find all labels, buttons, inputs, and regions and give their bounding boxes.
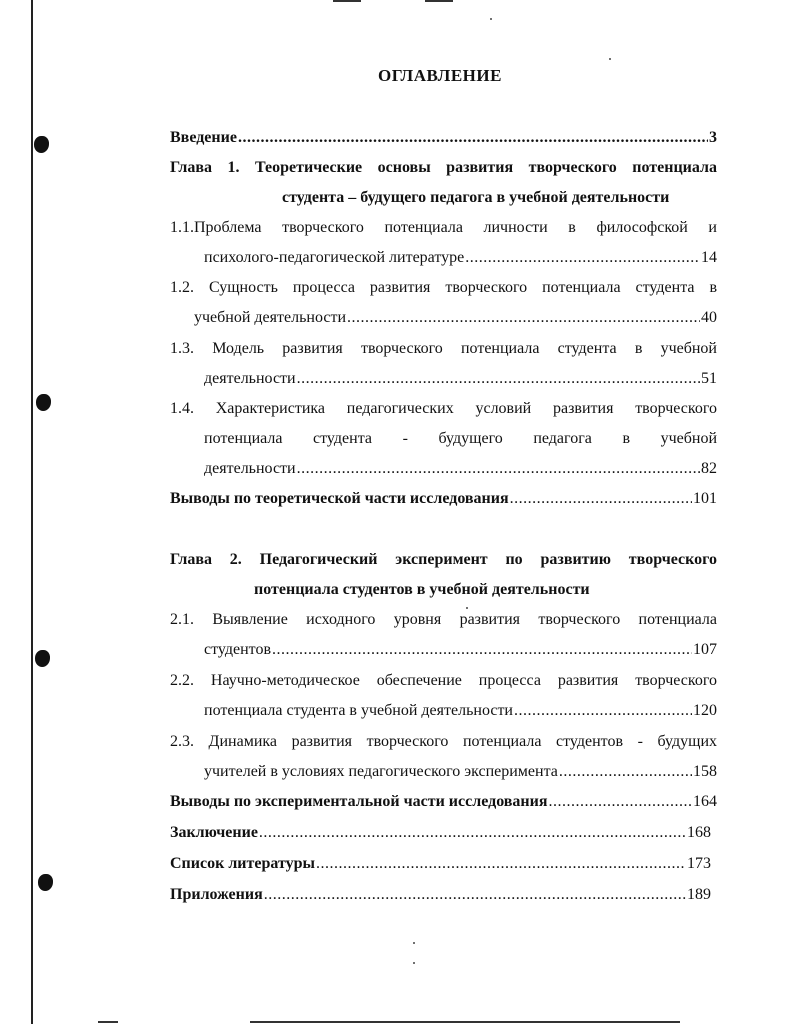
toc-leader-dots [514, 700, 692, 722]
toc-leader-dots [465, 247, 700, 269]
scan-mark [98, 1021, 118, 1023]
toc-leader-dots [259, 822, 686, 844]
toc-entry-label: учителей в условиях педагогического эксперимента [204, 763, 558, 780]
toc-entry-appendices [170, 884, 711, 906]
toc-leader-dots [238, 127, 708, 149]
toc-page-number: 14 [701, 249, 717, 266]
scan-speck [413, 942, 415, 944]
toc-entry-label: Заключение [170, 824, 258, 841]
scan-mark [333, 0, 361, 2]
toc-section-1-2-cont [194, 307, 717, 329]
toc-page-number: 101 [693, 490, 717, 507]
toc-section-1-4-cont: потенциала студента - будущего педагога в учебной [204, 430, 717, 447]
toc-page-number: 168 [687, 824, 711, 841]
page-title: ОГЛАВЛЕНИЕ [378, 66, 502, 85]
scan-speck [413, 962, 415, 964]
punch-hole-mark [36, 394, 51, 411]
toc-section-2-1: 2.1. Выявление исходного уровня развития творческого потенциала [170, 611, 717, 628]
toc-entry-label: деятельности [204, 460, 296, 477]
toc-entry-label: Список литературы [170, 855, 315, 872]
toc-entry-label: психолого-педагогической литературе [204, 249, 465, 266]
toc-page-number: 3 [709, 129, 717, 146]
toc-entry-label: учебной деятельности [194, 309, 347, 326]
page-edge-line [31, 0, 33, 1024]
toc-leader-dots [559, 761, 692, 783]
toc-page-number: 51 [701, 370, 717, 387]
toc-leader-dots [264, 884, 686, 906]
chapter-2-heading-cont: потенциала студентов в учебной деятельности [254, 581, 590, 598]
toc-leader-dots [316, 853, 686, 875]
toc-page-number: 189 [687, 886, 711, 903]
toc-entry-theoretical-conclusions [170, 488, 717, 510]
chapter-1-heading: Глава 1. Теоретические основы развития творческого потенциала [170, 159, 717, 176]
toc-section-1-4: 1.4. Характеристика педагогических условий развития творческого [170, 400, 717, 417]
scan-mark [425, 0, 453, 2]
punch-hole-mark [38, 874, 53, 891]
toc-page-number: 164 [693, 793, 717, 810]
scan-speck [490, 18, 492, 20]
toc-section-1-4-cont2 [204, 458, 717, 480]
chapter-2-heading: Глава 2. Педагогический эксперимент по развитию творческого [170, 551, 717, 568]
toc-leader-dots [510, 488, 692, 510]
toc-section-1-3-cont [204, 368, 717, 390]
chapter-1-heading-cont: студента – будущего педагога в учебной деятельности [282, 189, 670, 206]
scan-mark [250, 1021, 680, 1023]
toc-section-2-2: 2.2. Научно-методическое обеспечение процесса развития творческого [170, 672, 717, 689]
scan-speck [609, 58, 611, 60]
toc-leader-dots [347, 307, 700, 329]
toc-entry-label: Введение [170, 129, 237, 146]
toc-section-2-2-cont [204, 700, 717, 722]
toc-page-number: 107 [693, 641, 717, 658]
toc-leader-dots [297, 368, 700, 390]
toc-section-2-3-cont [204, 761, 717, 783]
punch-hole-mark [34, 136, 49, 153]
toc-leader-dots [272, 639, 692, 661]
toc-section-1-1: 1.1.Проблема творческого потенциала личности в философской и [170, 219, 717, 236]
toc-page-number: 158 [693, 763, 717, 780]
toc-page-number: 40 [701, 309, 717, 326]
toc-section-2-1-cont [204, 639, 717, 661]
toc-entry-references [170, 853, 711, 875]
toc-entry-conclusion [170, 822, 711, 844]
toc-page-number: 82 [701, 460, 717, 477]
punch-hole-mark [35, 650, 50, 667]
toc-leader-dots [297, 458, 700, 480]
toc-page-number: 120 [693, 702, 717, 719]
toc-entry-experimental-conclusions [170, 791, 717, 813]
toc-entry-label: Выводы по теоретической части исследования [170, 490, 509, 507]
toc-leader-dots [549, 791, 692, 813]
toc-entry-label: потенциала студента в учебной деятельности [204, 702, 513, 719]
toc-entry-introduction [170, 127, 717, 149]
toc-entry-label: студентов [204, 641, 272, 658]
toc-section-1-1-cont [204, 247, 717, 269]
toc-entry-label: Выводы по экспериментальной части исследования [170, 793, 548, 810]
toc-entry-label: деятельности [204, 370, 296, 387]
toc-section-2-3: 2.3. Динамика развития творческого потенциала студентов - будущих [170, 733, 717, 750]
toc-entry-label: Приложения [170, 886, 263, 903]
toc-section-1-2: 1.2. Сущность процесса развития творческого потенциала студента в [170, 279, 717, 296]
toc-section-1-3: 1.3. Модель развития творческого потенциала студента в учебной [170, 340, 717, 357]
toc-page-number: 173 [687, 855, 711, 872]
